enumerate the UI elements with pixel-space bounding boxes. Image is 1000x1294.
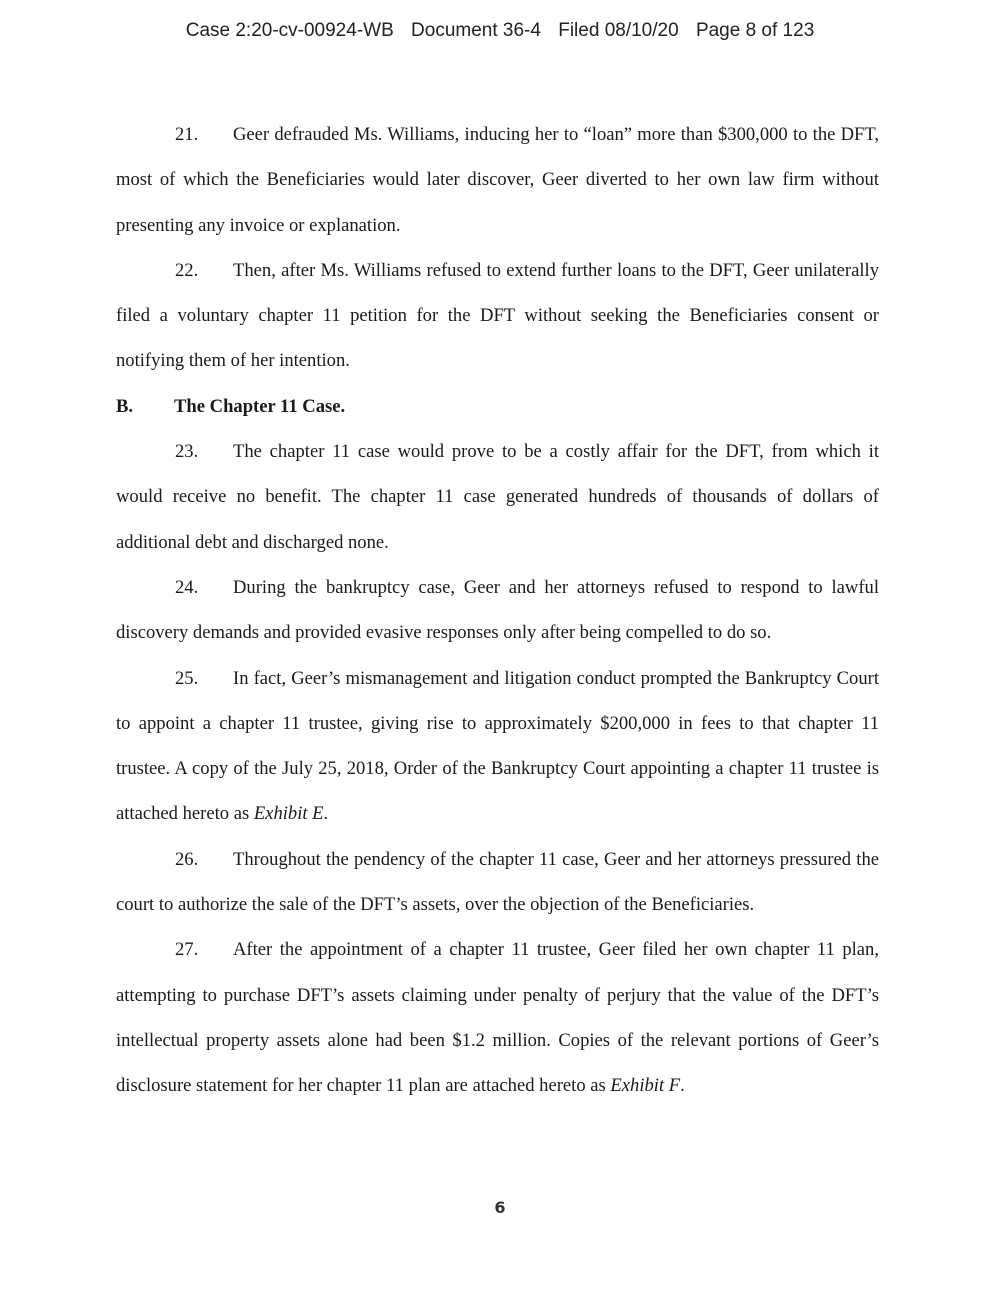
paragraph-text: In fact, Geer’s mismanagement and litigation conduct prompted the Bankruptcy Court to appoint a chapter 11 trustee, giving rise to approximately $200,000 in fees to that chapter 11 trustee. A copy of the July 25, 2018, Order of the Bankruptcy Court appointing a chapter 11 trustee is attached hereto as	[116, 667, 879, 825]
paragraph-27	[116, 927, 879, 1108]
paragraph-tail: .	[323, 803, 329, 825]
paragraph-number: 26.	[175, 848, 199, 870]
page-number: 6	[494, 1198, 506, 1217]
section-heading	[116, 384, 879, 429]
paragraph-text: After the appointment of a chapter 11 trustee, Geer filed her own chapter 11 plan, attempting to purchase DFT’s assets claiming under penalty of perjury that the value of the DFT’s intellectual property assets alone had been $1.2 million. Copies of the relevant portions of Geer’s disclosure statement for her chapter 11 plan are attached hereto as	[116, 939, 879, 1097]
document-body	[116, 112, 879, 1109]
paragraph-22	[116, 248, 879, 384]
case-header	[0, 20, 1000, 42]
section-letter: B.	[116, 395, 134, 417]
paragraph-25	[116, 656, 879, 837]
filed-date: Filed 08/10/20	[558, 20, 679, 41]
paragraph-21	[116, 112, 879, 248]
paragraph-number: 21.	[175, 124, 199, 145]
exhibit-reference: Exhibit F	[610, 1075, 681, 1097]
paragraph-26	[116, 837, 879, 928]
paragraph-text: Then, after Ms. Williams refused to extend further loans to the DFT, Geer unilaterally filed a voluntary chapter 11 petition for the DFT without seeking the Beneficiaries consent or notifying them of her intention.	[116, 259, 879, 372]
paragraph-number: 24.	[175, 576, 199, 598]
paragraph-23	[116, 429, 879, 565]
paragraph-text: Geer defrauded Ms. Williams, inducing her to “loan” more than $300,000 to the DFT, most of which the Beneficiaries would later discover, Geer diverted to her own law firm without presenting any invoice or explanation.	[116, 124, 879, 236]
section-title: The Chapter 11 Case.	[174, 395, 346, 417]
paragraph-text: The chapter 11 case would prove to be a costly affair for the DFT, from which it would receive no benefit. The chapter 11 case generated hundreds of thousands of dollars of additional debt and discharged none.	[116, 441, 879, 553]
paragraph-number: 23.	[175, 441, 199, 463]
page-indicator: Page 8 of 123	[695, 20, 815, 41]
paragraph-24	[116, 565, 879, 656]
exhibit-reference: Exhibit E	[253, 803, 324, 825]
paragraph-tail: .	[680, 1075, 685, 1097]
paragraph-number: 22.	[175, 259, 199, 281]
paragraph-number: 27.	[175, 939, 199, 961]
paragraph-number: 25.	[175, 667, 199, 689]
paragraph-text: During the bankruptcy case, Geer and her attorneys refused to respond to lawful discovery demands and provided evasive responses only after being compelled to do so.	[116, 576, 879, 644]
case-number: Case 2:20-cv-00924-WB	[185, 20, 394, 41]
document-number: Document 36-4	[411, 20, 541, 41]
paragraph-text: Throughout the pendency of the chapter 11 case, Geer and her attorneys pressured the court to authorize the sale of the DFT’s assets, over the objection of the Beneficiaries.	[116, 848, 879, 916]
